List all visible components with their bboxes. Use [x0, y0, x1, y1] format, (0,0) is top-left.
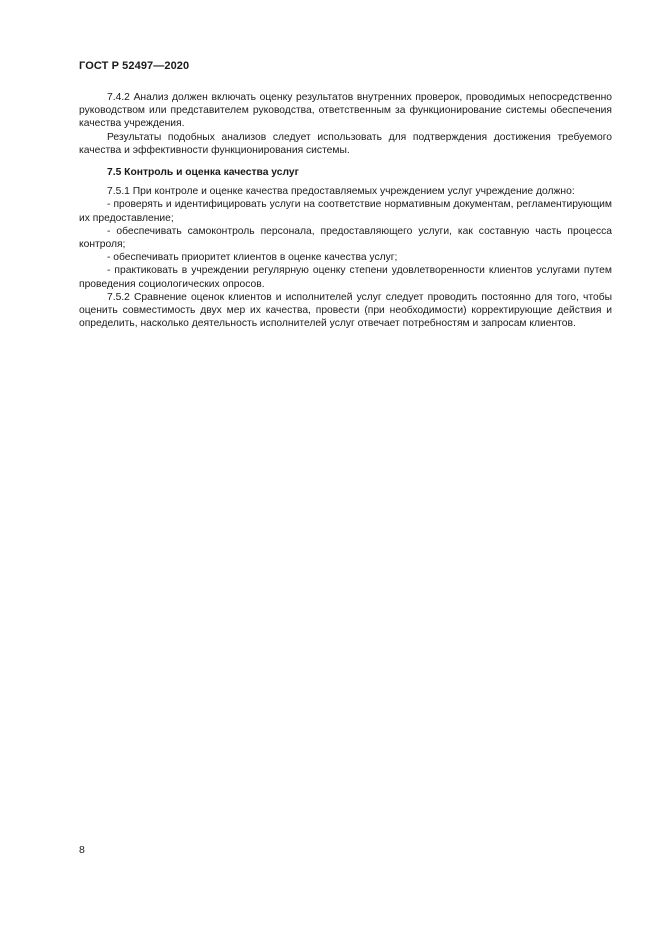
section-heading-7-5: 7.5 Контроль и оценка качества услуг	[107, 167, 299, 179]
paragraph-analysis-results: Результаты подобных анализов следует использовать для подтверждения достижения требуемого качества и эффективности функционирования системы.	[79, 131, 612, 156]
page-number: 8	[79, 844, 85, 856]
list-item-verify-services: - проверять и идентифицировать услуги на соответствие нормативным документам, регламентирующим их предоставление;	[79, 199, 612, 224]
list-item-client-priority: - обеспечивать приоритет клиентов в оценке качества услуг;	[107, 252, 398, 264]
paragraph-7-5-1: 7.5.1 При контроле и оценке качества предоставляемых учреждением услуг учреждение должно:	[107, 186, 575, 198]
list-item-self-control: - обеспечивать самоконтроль персонала, предоставляющего услуги, как составную часть процесса контроля;	[79, 225, 612, 251]
document-header: ГОСТ Р 52497—2020	[79, 60, 190, 72]
document-body	[79, 91, 612, 330]
paragraph-7-5-2: 7.5.2 Сравнение оценок клиентов и исполнителей услуг следует проводить постоянно для того, чтобы оценить совместимость двух мер их качества, провести (при необходимости) корректирующие действия и определить, насколько деятельность исполнителей услуг отвечает потребностям и запросам клиентов.	[79, 291, 612, 330]
paragraph-7-4-2: 7.4.2 Анализ должен включать оценку результатов внутренних проверок, проводимых непосредственно руководством или представителем руководства, ответственным за функционирование системы обеспечения качества учреждения.	[79, 92, 612, 130]
list-item-satisfaction-assessment: - практиковать в учреждении регулярную оценку степени удовлетворенности клиентов услугами путем проведения социологических опросов.	[79, 265, 612, 290]
